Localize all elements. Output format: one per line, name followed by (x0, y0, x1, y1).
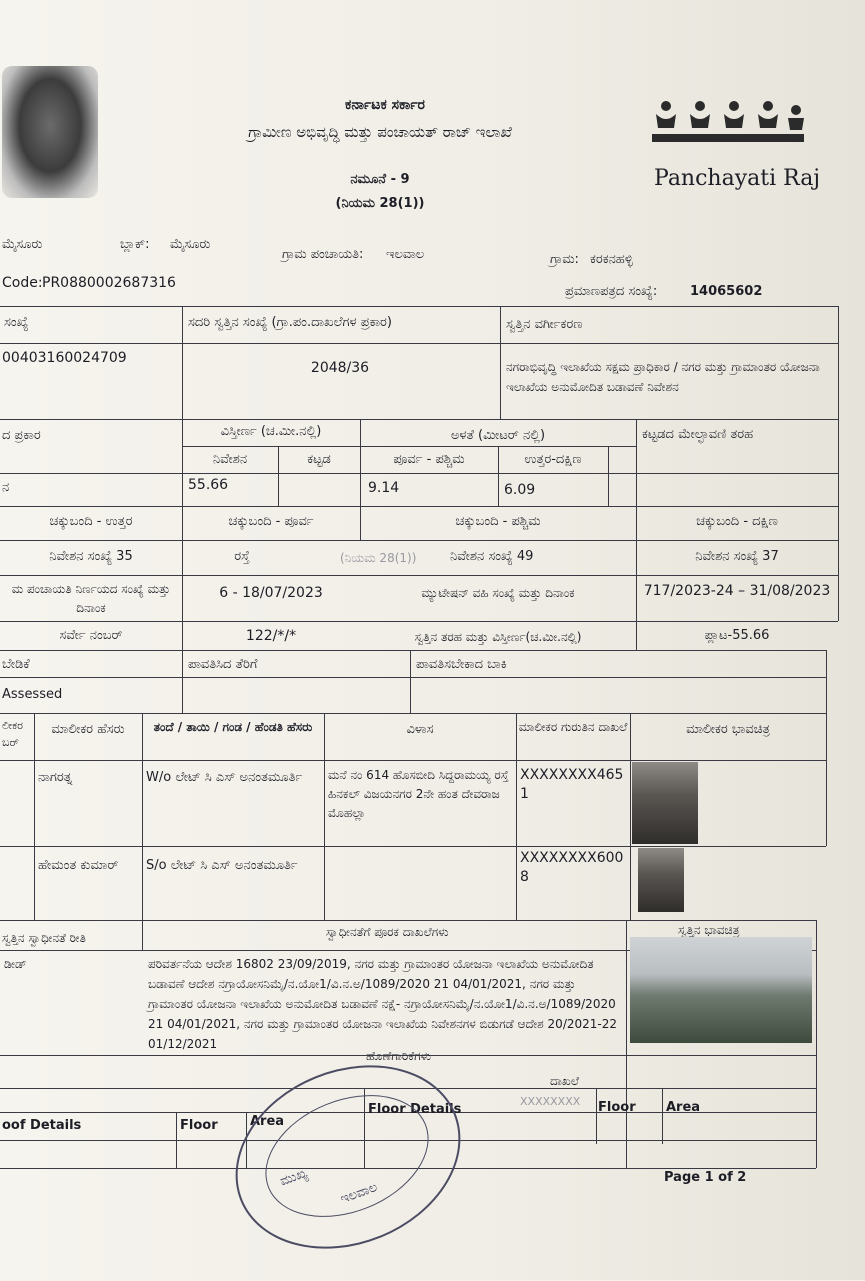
masked-value: XXXXXXXX (520, 1095, 581, 1108)
roof-details-label: oof Details (2, 1118, 82, 1133)
gp-label: ಗ್ರಾಮ ಪಂಚಾಯತಿ: (282, 247, 364, 262)
property-photo-label: ಸ್ವತ್ತಿನ ಭಾವಚಿತ್ರ (678, 923, 740, 937)
dimension-label: ಅಳತೆ (ಮೀಟರ್ ನಲ್ಲಿ) (450, 428, 546, 443)
govt-title: ಕರ್ನಾಟಕ ಸರ್ಕಾರ (345, 97, 425, 113)
property-id: 00403160024709 (2, 350, 127, 366)
property-id-label: ಸಂಖ್ಯೆ (4, 315, 29, 330)
floor-details-label: Floor Details (368, 1102, 462, 1117)
owner-2-name: ಹೇಮಂತ ಕುಮಾರ್ (38, 858, 119, 873)
south-boundary: ನಿವೇಶನ ಸಂಖ್ಯೆ 37 (695, 549, 779, 564)
property-type-label: ಸ್ವತ್ತಿನ ತರಹ ಮತ್ತು ವಿಸ್ತೀರ್ಣ(ಚ.ಮೀ.ನಲ್ಲಿ) (414, 630, 582, 644)
due-tax-label: ಪಾವತಿಸಬೇಕಾದ ಬಾಕಿ (416, 657, 507, 672)
site-label: ನಿವೇಶನ (212, 452, 248, 467)
owner-address-header: ವಿಳಾಸ (406, 722, 434, 737)
owner-photo-header: ಮಾಲೀಕರ ಭಾವಚಿತ್ರ (686, 722, 770, 737)
property-type-value: ಪ್ಲಾಟ-55.66 (704, 628, 770, 643)
owner-2-relation: S/o ಲೇಟ್ ಸಿ ಎಸ್ ಅನಂತಮೂರ್ತಿ (146, 858, 298, 873)
department-title: ಗ್ರಾಮೀಣ ಅಭಿವೃದ್ಧಿ ಮತ್ತು ಪಂಚಾಯತ್ ರಾಜ್ ಇಲಾಖೆ (248, 123, 512, 141)
owner-1-photo (632, 762, 698, 844)
old-number-label: ಸದರಿ ಸ್ವತ್ತಿನ ಸಂಖ್ಯೆ (ಗ್ರಾ.ಪಂ.ದಾಖಲೆಗಳ ಪ್ರಕಾರ) (188, 315, 392, 330)
mutation-value: 717/2023-24 – 31/08/2023 (643, 583, 831, 599)
panchayati-raj-logo-icon (652, 100, 804, 158)
roof-type-label: ಕಟ್ಟಡದ ಮೇಲ್ಛಾವಣಿ ತರಹ (642, 427, 754, 442)
north-south-label: ಉತ್ತರ-ದಕ್ಷಿಣ (524, 452, 582, 467)
building-label: ಕಟ್ಟಡ (307, 452, 331, 467)
code-label: Code: (2, 275, 43, 291)
area-label-left: Area (250, 1114, 285, 1129)
certificate-number: 14065602 (690, 284, 763, 299)
paid-tax-label: ಪಾವತಿಸಿದ ತೆರಿಗೆ (188, 657, 258, 672)
taluk: ಮೈಸೂರು (170, 237, 211, 252)
seal-text-2: ಇಲವಾಲ (338, 1179, 380, 1208)
west-boundary-label: ಚಕ್ಕುಬಂದಿ - ಪಶ್ಚಿಮ (455, 514, 541, 529)
old-number: 2048/36 (310, 360, 370, 376)
north-south-value: 6.09 (504, 482, 536, 498)
gp: ಇಲವಾಲ (386, 247, 425, 262)
classification-value: ನಗರಾಭಿವೃದ್ಧಿ ಇಲಾಖೆಯ ಸಕ್ಷಮ ಪ್ರಾಧಿಕಾರ / ನಗರ ಮತ್ತು ಗ್ರಾಮಾಂತರ ಯೋಜನಾ ಇಲಾಖೆಯ ಅನುಮೋದಿತ ಬಡಾವಣೆ ನಿವೇಶನ (506, 360, 820, 394)
supporting-docs-label: ಸ್ವಾಧೀನತೆಗೆ ಪೂರಕ ದಾಖಲೆಗಳು (326, 925, 449, 939)
north-boundary-label: ಚಕ್ಕುಬಂದಿ - ಉತ್ತರ (49, 514, 133, 529)
form-number: ನಮೂನೆ - 9 (350, 172, 410, 187)
property-photo (630, 937, 812, 1043)
resolution-value: 6 - 18/07/2023 (219, 585, 323, 601)
owner-relation-header: ತಂದೆ / ತಾಯಿ / ಗಂಡ / ಹೆಂಡತಿ ಹೆಸರು (153, 720, 313, 734)
classification-label: ಸ್ವತ್ತಿನ ವರ್ಗೀಕರಣ (506, 317, 583, 332)
type-label: ದ ಪ್ರಕಾರ (2, 428, 41, 443)
area-label: ವಿಸ್ತೀರ್ಣ (ಚ.ಮೀ.ನಲ್ಲಿ) (220, 424, 322, 439)
assessment-status: Assessed (2, 687, 63, 702)
karnataka-emblem-icon (2, 66, 98, 198)
owner-name-header: ಮಾಲೀಕರ ಹೆಸರು (51, 722, 125, 737)
floor-label-right: Floor (598, 1100, 636, 1115)
rule-number: (ನಿಯಮ 28(1)) (335, 196, 425, 211)
district: ಮೈಸೂರು (2, 237, 43, 252)
east-boundary: ರಸ್ತೆ (234, 549, 250, 564)
measure-row-type: ನ (2, 480, 10, 495)
north-boundary: ನಿವೇಶನ ಸಂಖ್ಯೆ 35 (49, 549, 133, 564)
owner-1-address: ಮನೆ ನಂ 614 ಹೊಸಬೀದಿ ಸಿದ್ದರಾಮಯ್ಯ ರಸ್ತೆ ಹಿನಕಲ್ ವಿಜಯನಗರ 2ನೇ ಹಂತ ದೇವರಾಜ ಮೊಹಲ್ಲಾ (328, 768, 509, 820)
supporting-docs-text: ಪರಿವರ್ತನೆಯ ಆದೇಶ 16802 23/09/2019, ನಗರ ಮತ್ತು ಗ್ರಾಮಾಂತರ ಯೋಜನಾ ಇಲಾಖೆಯ ಅನುಮೋದಿತ ಬಡಾವಣೆ ಆದೇಶ ನಗ್ರಾಯೋಸನಿಮೈ/ನ.ಯೋ1/ವಿ.ನ.ಅ/1089/2020 21 04/01/2021, ನಗರ ಮತ್ತು ಗ್ರಾಮಾಂತರ ಯೋಜನಾ ಇಲಾಖೆಯ ಅನುಮೋದಿತ ಬಡಾವಣೆ ನಕ್ಷೆ- ನಗ್ರಾಯೋಸನಿಮೈ/ನ.ಯೋ1/ವಿ.ನ.ಅ/1089/2020 21 04/01/2021, ನಗರ ಮತ್ತು ಗ್ರಾಮಾಂತರ ಯೋಜನಾ ಇಲಾಖೆಯ ನಿವೇಶನಗಳ ಬಿಡುಗಡೆ ಆದೇಶ 20/2021-22 01/12/2021 (148, 957, 618, 1051)
panchayati-raj-logo-text: Panchayati Raj (654, 166, 821, 191)
owner-2-photo (638, 848, 684, 912)
page-number: Page 1 of 2 (664, 1170, 747, 1185)
owner-1-id: XXXXXXXX4651 (520, 767, 624, 802)
west-boundary: ನಿವೇಶನ ಸಂಖ್ಯೆ 49 (450, 549, 534, 564)
owner-no-header: ಲೀಕರ ಬರ್ (2, 719, 23, 749)
property-code: PR0880002687316 (42, 275, 176, 291)
owner-2-id: XXXXXXXX6008 (520, 850, 624, 885)
west-boundary-note: (ನಿಯಮ 28(1)) (340, 551, 417, 565)
demand-label: ಬೇಡಿಕೆ (2, 657, 30, 672)
owner-id-header: ಮಾಲೀಕರ ಗುರುತಿನ ದಾಖಲೆ (518, 720, 628, 734)
east-boundary-label: ಚಕ್ಕುಬಂದಿ - ಪೂರ್ವ (228, 514, 314, 529)
site-area: 55.66 (188, 477, 229, 493)
area-label-right: Area (666, 1100, 701, 1115)
liabilities-label: ಹೊಣೆಗಾರಿಕೆಗಳು (366, 1049, 431, 1063)
deed-label: ಡೀಡ್ (4, 957, 27, 971)
mutation-label: ಮ್ಯುಟೇಷನ್ ವಹಿ ಸಂಖ್ಯೆ ಮತ್ತು ದಿನಾಂಕ (421, 586, 575, 600)
owner-1-name: ನಾಗರತ್ನ (38, 770, 73, 785)
village: ಕರಕನಹಳ್ಳಿ (590, 252, 633, 267)
village-label: ಗ್ರಾಮ: (550, 252, 579, 267)
seal-text-1: ಮುಖ್ಯ (278, 1165, 310, 1190)
certificate-label: ಪ್ರಮಾಣಪತ್ರದ ಸಂಖ್ಯೆ: (565, 284, 658, 299)
east-west-value: 9.14 (368, 480, 400, 496)
floor-label: Floor (180, 1118, 218, 1133)
taluk-label: ಬ್ಲಾಕ್: (120, 237, 150, 252)
possession-label: ಸ್ವತ್ತಿನ ಸ್ವಾಧೀನತೆ ರೀತಿ (2, 931, 86, 945)
resolution-label: ಮ ಪಂಚಾಯತಿ ನಿರ್ಣಯದ ಸಂಖ್ಯೆ ಮತ್ತು ದಿನಾಂಕ (11, 582, 171, 615)
east-west-label: ಪೂರ್ವ - ಪಶ್ಚಿಮ (393, 452, 465, 467)
survey-label: ಸರ್ವೇ ನಂಬರ್ (59, 628, 123, 643)
owner-1-relation: W/o ಲೇಟ್ ಸಿ ಎಸ್ ಅನಂತಮೂರ್ತಿ (146, 770, 303, 785)
document-label: ದಾಖಲೆ (550, 1074, 579, 1088)
survey-value: 122/*/* (245, 628, 297, 644)
south-boundary-label: ಚಕ್ಕುಬಂದಿ - ದಕ್ಷಿಣ (696, 514, 778, 529)
